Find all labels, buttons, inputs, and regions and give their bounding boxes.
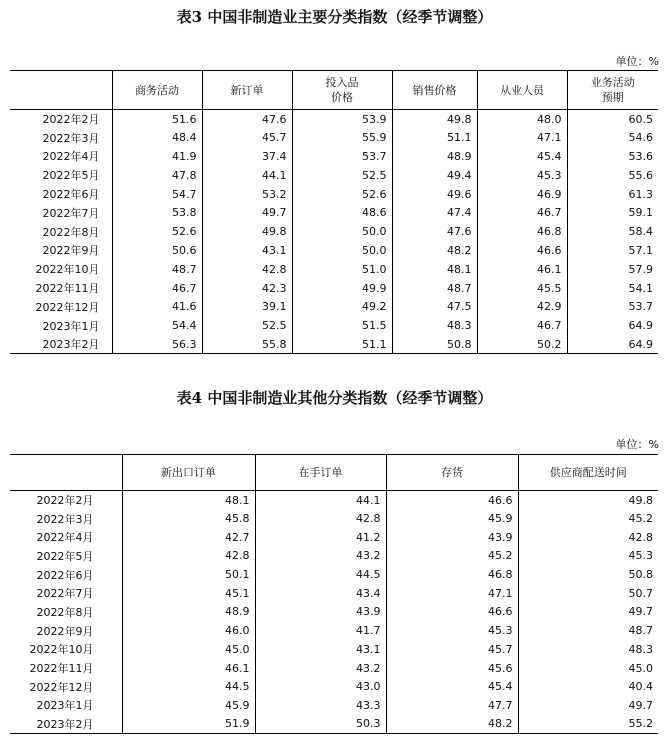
table-cell: 50.2	[477, 335, 567, 354]
table-cell: 45.9	[122, 696, 255, 715]
table-cell: 43.9	[255, 603, 386, 622]
table-cell: 43.1	[255, 640, 386, 659]
table-cell: 55.8	[202, 335, 292, 354]
table-cell: 45.3	[386, 621, 518, 640]
row-label: 2022年4月	[42, 150, 100, 164]
table-cell: 43.3	[255, 696, 386, 715]
table-cell: 53.2	[202, 185, 292, 204]
table-cell: 45.2	[386, 547, 518, 566]
row-label: 2022年3月	[36, 512, 94, 526]
table-cell: 43.9	[386, 528, 518, 547]
table-cell: 46.6	[477, 241, 567, 260]
row-label: 2022年5月	[36, 549, 94, 563]
table-cell: 56.3	[112, 335, 202, 354]
table-cell: 42.7	[122, 528, 255, 547]
table-cell: 42.9	[477, 297, 567, 316]
table-cell: 48.7	[112, 260, 202, 279]
table-cell: 51.5	[292, 316, 392, 335]
table-cell: 52.6	[112, 222, 202, 241]
table4-title: 表4 中国非制造业其他分类指数（经季节调整）	[176, 389, 493, 407]
table-cell: 45.0	[518, 659, 658, 678]
row-label: 2023年2月	[42, 338, 100, 352]
table-cell: 48.9	[392, 147, 477, 166]
table-cell: 50.0	[292, 222, 392, 241]
table4-header-2: 在手订单	[255, 455, 386, 491]
table-cell: 64.9	[567, 335, 658, 354]
table-row	[10, 185, 658, 204]
table-cell: 60.5	[567, 110, 658, 129]
table-cell: 52.5	[202, 316, 292, 335]
table-cell: 47.6	[392, 222, 477, 241]
row-label: 2022年8月	[42, 225, 100, 239]
table-row	[10, 147, 658, 166]
table-cell: 50.8	[518, 565, 658, 584]
table-cell: 41.7	[255, 621, 386, 640]
table-cell: 64.9	[567, 316, 658, 335]
table4-header-1: 新出口订单	[122, 455, 255, 491]
table3-header-0	[10, 71, 112, 110]
table-cell: 37.4	[202, 147, 292, 166]
table-row	[10, 279, 658, 298]
table-row	[10, 316, 658, 335]
table-cell: 42.8	[518, 528, 658, 547]
row-label: 2022年6月	[42, 188, 100, 202]
table-row	[10, 528, 658, 547]
table3-header-4: 销售价格	[392, 71, 477, 110]
table3-unit: 单位：%	[615, 55, 659, 68]
table4	[10, 454, 658, 734]
table-cell: 39.1	[202, 297, 292, 316]
table-cell: 59.1	[567, 203, 658, 222]
table-cell: 49.7	[518, 603, 658, 622]
table-row	[10, 715, 658, 734]
table-cell: 44.1	[255, 491, 386, 510]
table-row	[10, 166, 658, 185]
table-cell: 51.9	[122, 715, 255, 734]
table-cell: 50.3	[255, 715, 386, 734]
table-cell: 50.0	[292, 241, 392, 260]
row-label: 2022年4月	[36, 531, 94, 545]
table-cell: 55.6	[567, 166, 658, 185]
table-cell: 51.0	[292, 260, 392, 279]
table-cell: 43.2	[255, 547, 386, 566]
table-cell: 45.4	[386, 677, 518, 696]
table-cell: 53.8	[112, 203, 202, 222]
row-label: 2022年12月	[29, 680, 94, 694]
table-cell: 55.9	[292, 128, 392, 147]
table-cell: 44.5	[122, 677, 255, 696]
row-label: 2022年9月	[42, 244, 100, 258]
row-label: 2023年1月	[36, 699, 94, 713]
table-cell: 46.6	[386, 491, 518, 510]
table-cell: 48.1	[392, 260, 477, 279]
table-cell: 45.6	[386, 659, 518, 678]
table-cell: 49.7	[202, 203, 292, 222]
table3-header-row	[10, 71, 658, 110]
table-row	[10, 584, 658, 603]
table-row	[10, 491, 658, 510]
table-cell: 50.8	[392, 335, 477, 354]
table-cell: 45.4	[477, 147, 567, 166]
table-row	[10, 547, 658, 566]
table-cell: 43.1	[202, 241, 292, 260]
table-cell: 41.6	[112, 297, 202, 316]
table-cell: 48.3	[392, 316, 477, 335]
table-cell: 52.5	[292, 166, 392, 185]
table-cell: 58.4	[567, 222, 658, 241]
table-cell: 45.7	[202, 128, 292, 147]
table-cell: 42.3	[202, 279, 292, 298]
table-row	[10, 128, 658, 147]
table-cell: 49.7	[518, 696, 658, 715]
row-label: 2022年6月	[36, 568, 94, 582]
table4-header-row	[10, 455, 658, 491]
table-cell: 47.4	[392, 203, 477, 222]
table-cell: 57.9	[567, 260, 658, 279]
table-cell: 49.4	[392, 166, 477, 185]
table3-header-6: 业务活动 预期	[567, 71, 658, 110]
row-label: 2022年2月	[36, 494, 94, 508]
table3-header-2: 新订单	[202, 71, 292, 110]
table-cell: 54.1	[567, 279, 658, 298]
table-cell: 46.0	[122, 621, 255, 640]
table3-header-5: 从业人员	[477, 71, 567, 110]
table-cell: 54.7	[112, 185, 202, 204]
table-cell: 45.9	[386, 509, 518, 528]
row-label: 2022年12月	[35, 300, 100, 314]
table-cell: 48.6	[292, 203, 392, 222]
table-cell: 45.2	[518, 509, 658, 528]
table-cell: 44.5	[255, 565, 386, 584]
table-cell: 47.5	[392, 297, 477, 316]
table-cell: 53.6	[567, 147, 658, 166]
table-cell: 51.1	[292, 335, 392, 354]
table-cell: 43.2	[255, 659, 386, 678]
table-cell: 48.3	[518, 640, 658, 659]
row-label: 2022年8月	[36, 605, 94, 619]
table-cell: 40.4	[518, 677, 658, 696]
table-cell: 52.6	[292, 185, 392, 204]
table-cell: 53.7	[292, 147, 392, 166]
table4-header-3: 存货	[386, 455, 518, 491]
table-cell: 48.7	[392, 279, 477, 298]
table-cell: 46.7	[477, 316, 567, 335]
table-cell: 49.8	[392, 110, 477, 129]
row-label: 2022年7月	[36, 587, 94, 601]
table-row	[10, 203, 658, 222]
table-cell: 54.6	[567, 128, 658, 147]
table-cell: 54.4	[112, 316, 202, 335]
table-cell: 45.7	[386, 640, 518, 659]
table-cell: 47.6	[202, 110, 292, 129]
table-cell: 49.9	[292, 279, 392, 298]
table-cell: 47.1	[477, 128, 567, 147]
table-cell: 57.1	[567, 241, 658, 260]
table-cell: 42.8	[122, 547, 255, 566]
table-cell: 45.5	[477, 279, 567, 298]
table-cell: 48.2	[386, 715, 518, 734]
table-cell: 45.0	[122, 640, 255, 659]
row-label: 2022年3月	[42, 131, 100, 145]
table-cell: 48.7	[518, 621, 658, 640]
row-label: 2022年11月	[29, 662, 94, 676]
table-cell: 49.8	[202, 222, 292, 241]
table-row	[10, 640, 658, 659]
table-cell: 46.7	[112, 279, 202, 298]
table-cell: 46.1	[122, 659, 255, 678]
table-row	[10, 659, 658, 678]
row-label: 2022年2月	[42, 113, 100, 127]
table-cell: 45.3	[477, 166, 567, 185]
table-cell: 48.9	[122, 603, 255, 622]
table-cell: 46.7	[477, 203, 567, 222]
table-cell: 44.1	[202, 166, 292, 185]
table-cell: 50.1	[122, 565, 255, 584]
table-cell: 46.1	[477, 260, 567, 279]
table-row	[10, 603, 658, 622]
table-cell: 51.1	[392, 128, 477, 147]
table-cell: 43.0	[255, 677, 386, 696]
table-cell: 42.8	[255, 509, 386, 528]
table-cell: 47.1	[386, 584, 518, 603]
table-cell: 45.3	[518, 547, 658, 566]
table-cell: 48.2	[392, 241, 477, 260]
table-cell: 50.6	[112, 241, 202, 260]
row-label: 2023年1月	[42, 319, 100, 333]
table-cell: 49.2	[292, 297, 392, 316]
table-cell: 51.6	[112, 110, 202, 129]
table-cell: 46.6	[386, 603, 518, 622]
table3-title: 表3 中国非制造业主要分类指数（经季节调整）	[176, 8, 493, 26]
table-cell: 49.8	[518, 491, 658, 510]
table3-header-3: 投入品 价格	[292, 71, 392, 110]
table-row	[10, 565, 658, 584]
table3-header-1: 商务活动	[112, 71, 202, 110]
table4-header-4: 供应商配送时间	[518, 455, 658, 491]
table-cell: 43.4	[255, 584, 386, 603]
table-row	[10, 335, 658, 354]
table-cell: 46.8	[477, 222, 567, 241]
table4-unit: 单位：%	[615, 438, 659, 451]
table-cell: 41.2	[255, 528, 386, 547]
table3	[10, 70, 658, 354]
row-label: 2022年5月	[42, 169, 100, 183]
table-row	[10, 260, 658, 279]
row-label: 2022年9月	[36, 624, 94, 638]
table-cell: 53.7	[567, 297, 658, 316]
table-cell: 48.4	[112, 128, 202, 147]
table-row	[10, 110, 658, 129]
table-row	[10, 222, 658, 241]
table-row	[10, 297, 658, 316]
table-row	[10, 677, 658, 696]
table-cell: 55.2	[518, 715, 658, 734]
table-cell: 46.8	[386, 565, 518, 584]
table-cell: 47.8	[112, 166, 202, 185]
table-cell: 45.8	[122, 509, 255, 528]
table-cell: 61.3	[567, 185, 658, 204]
table-row	[10, 621, 658, 640]
table-row	[10, 696, 658, 715]
table-cell: 47.7	[386, 696, 518, 715]
table-cell: 45.1	[122, 584, 255, 603]
row-label: 2022年11月	[35, 282, 100, 296]
row-label: 2023年2月	[36, 717, 94, 731]
table-cell: 46.9	[477, 185, 567, 204]
table-cell: 50.7	[518, 584, 658, 603]
table-cell: 41.9	[112, 147, 202, 166]
table-row	[10, 509, 658, 528]
row-label: 2022年10月	[35, 263, 100, 277]
table3-body	[10, 110, 658, 354]
table-cell: 48.1	[122, 491, 255, 510]
row-label: 2022年7月	[42, 206, 100, 220]
table-cell: 48.0	[477, 110, 567, 129]
table4-header-0	[10, 455, 122, 491]
row-label: 2022年10月	[29, 643, 94, 657]
table4-body	[10, 491, 658, 734]
table-cell: 53.9	[292, 110, 392, 129]
table-row	[10, 241, 658, 260]
table-cell: 42.8	[202, 260, 292, 279]
table-cell: 49.6	[392, 185, 477, 204]
